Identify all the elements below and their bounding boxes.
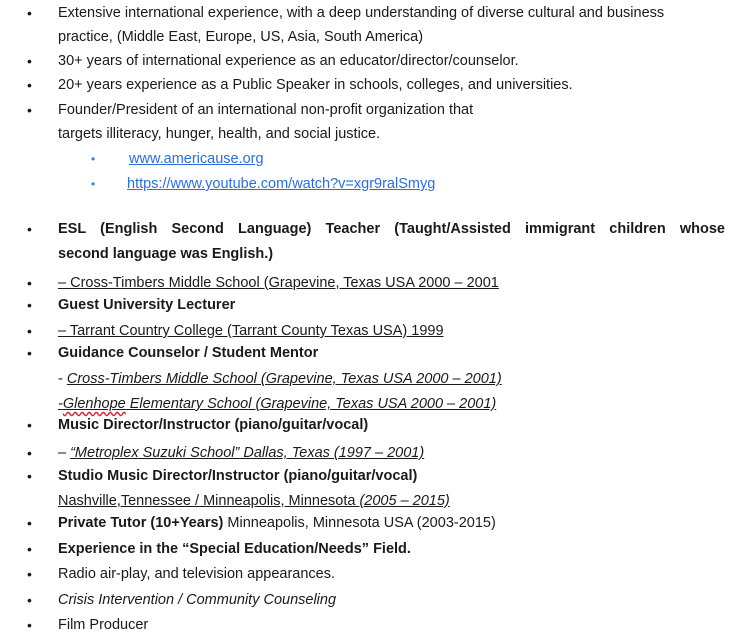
bullet: • xyxy=(27,221,32,237)
youtube-link[interactable]: https://www.youtube.com/watch?v=xgr9ralSmyg xyxy=(127,176,436,192)
counselor-school-1: Cross-Timbers Middle School (Grapevine, Texas USA 2000 – 2001) xyxy=(66,371,502,387)
tutor-title: Private Tutor (10+Years) xyxy=(58,515,224,531)
americause-link[interactable]: www.americause.org xyxy=(129,151,264,167)
bullet: • xyxy=(27,297,32,313)
tutor-detail: Minneapolis, Minnesota USA (2003-2015) xyxy=(223,515,496,531)
tutor-line xyxy=(58,514,496,532)
experience-line-2: practice, (Middle East, Europe, US, Asia, South America) xyxy=(58,29,424,45)
music-location: Dallas, Texas (1997 – 2001) xyxy=(239,445,425,461)
lecturer-detail: – Tarrant Country College (Tarrant County Texas USA) 1999 xyxy=(58,323,444,339)
speaker-line: 20+ years experience as a Public Speaker in schools, colleges, and universities. xyxy=(58,77,573,93)
dash: - xyxy=(58,371,67,387)
bullet: • xyxy=(27,53,32,69)
studio-location: Nashville,Tennessee / Minneapolis, Minnesota xyxy=(58,493,360,509)
film-line: Film Producer xyxy=(58,617,149,633)
studio-title: Studio Music Director/Instructor (piano/guitar/vocal) xyxy=(58,468,418,484)
bullet: • xyxy=(27,541,32,557)
bullet: • xyxy=(27,566,32,582)
bullet: • xyxy=(27,468,32,484)
special-ed-line: Experience in the “Special Education/Needs” Field. xyxy=(58,541,411,557)
radio-line: Radio air-play, and television appearances. xyxy=(58,566,336,582)
esl-title-line-1: ESL (English Second Language) Teacher (Taught/Assisted immigrant children whose xyxy=(58,221,725,237)
bullet: • xyxy=(27,323,32,339)
bullet: • xyxy=(27,617,32,633)
dash: – xyxy=(58,445,71,461)
esl-detail: – Cross-Timbers Middle School (Grapevine, Texas USA 2000 – 2001 xyxy=(58,275,499,291)
experience-line-1: Extensive international experience, with a deep understanding of diverse cultural and business xyxy=(58,5,665,21)
counselor-detail-2 xyxy=(58,395,496,413)
studio-years: (2005 – 2015) xyxy=(359,493,450,509)
sub-bullet: • xyxy=(91,152,96,166)
counselor-detail-1 xyxy=(58,370,502,388)
bullet: • xyxy=(27,515,32,531)
founder-line-1: Founder/President of an international non-profit organization that xyxy=(58,102,474,118)
counselor-title: Guidance Counselor / Student Mentor xyxy=(58,345,319,361)
esl-title-line-2: second language was English.) xyxy=(58,246,274,262)
educator-line: 30+ years of international experience as an educator/director/counselor. xyxy=(58,53,519,69)
lecturer-title: Guest University Lecturer xyxy=(58,297,236,313)
crisis-line: Crisis Intervention / Community Counseling xyxy=(58,592,337,608)
bullet: • xyxy=(27,345,32,361)
bullet: • xyxy=(27,77,32,93)
sub-bullet: • xyxy=(91,177,96,191)
founder-line-2: targets illiteracy, hunger, health, and social justice. xyxy=(58,126,381,142)
dash: - xyxy=(58,396,63,412)
bullet: • xyxy=(27,5,32,21)
bullet: • xyxy=(27,592,32,608)
glenhope-word: Glenhope xyxy=(62,396,126,412)
music-school: “Metroplex Suzuki School” xyxy=(70,445,240,461)
counselor-school-2: Elementary School (Grapevine, Texas USA 2000 – 2001) xyxy=(125,396,497,412)
bullet: • xyxy=(27,417,32,433)
bullet: • xyxy=(27,445,32,461)
bullet: • xyxy=(27,102,32,118)
studio-detail xyxy=(58,492,450,510)
bullet: • xyxy=(27,275,32,291)
music-title: Music Director/Instructor (piano/guitar/vocal) xyxy=(58,417,369,433)
music-detail xyxy=(58,444,424,462)
